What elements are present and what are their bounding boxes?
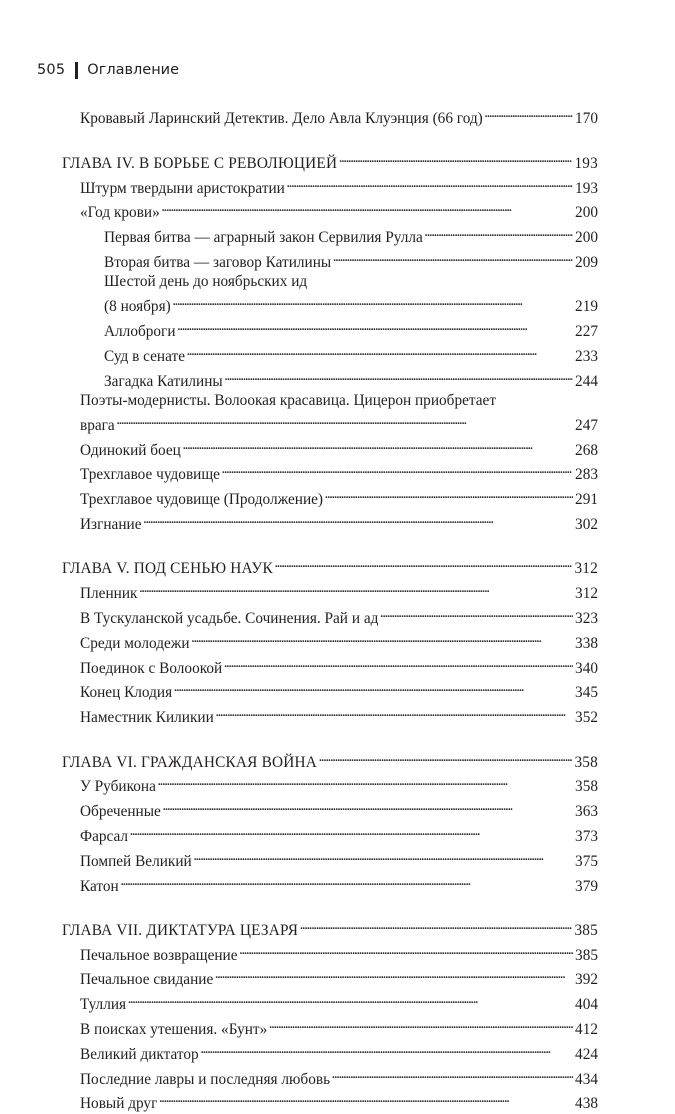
toc-entry-title: Трехглавое чудовище (Продолжение) bbox=[80, 491, 324, 509]
toc-entry-page: 379 bbox=[575, 877, 598, 895]
toc-entry[interactable] bbox=[62, 772, 598, 797]
dot-leader bbox=[216, 703, 573, 722]
toc-entry[interactable] bbox=[62, 460, 598, 485]
toc-entry-title: Туллия bbox=[80, 996, 127, 1014]
chapter-heading[interactable] bbox=[62, 148, 598, 173]
toc-entry-title: Великий диктатор bbox=[80, 1045, 199, 1063]
toc-entry-title: Пленник bbox=[80, 585, 138, 603]
dot-leader bbox=[332, 1064, 573, 1083]
toc-entry-title: Наместник Киликии bbox=[80, 709, 214, 727]
toc-entry-page: 170 bbox=[575, 110, 598, 128]
dot-leader bbox=[162, 198, 573, 217]
toc-entry-title: Последние лавры и последняя любовь bbox=[80, 1070, 331, 1088]
chapter-block bbox=[62, 747, 598, 896]
toc-entry[interactable] bbox=[62, 435, 598, 460]
chapter-block bbox=[62, 916, 598, 1114]
toc-entry[interactable] bbox=[62, 1039, 598, 1064]
toc-entry-page: 434 bbox=[575, 1070, 598, 1088]
toc-entry-page: 385 bbox=[575, 946, 598, 964]
toc-entry[interactable] bbox=[62, 678, 598, 703]
toc-entry[interactable] bbox=[62, 173, 598, 198]
toc-entry[interactable] bbox=[62, 846, 598, 871]
toc-entry-page: 392 bbox=[575, 971, 598, 989]
toc-entry-page: 200 bbox=[575, 229, 598, 247]
toc-entry-title: Кровавый Ларинский Детектив. Дело Авла Клуэнция (66 год) bbox=[80, 110, 483, 128]
toc-entry[interactable] bbox=[62, 1064, 598, 1089]
dot-leader bbox=[192, 628, 574, 647]
toc-entry-page: 373 bbox=[575, 827, 598, 845]
toc-entry-page: 358 bbox=[575, 778, 598, 796]
toc-entry[interactable] bbox=[62, 317, 598, 342]
toc-entry-title: врага bbox=[80, 416, 115, 434]
toc-entry-title-line1: Шестой день до ноябрьских ид bbox=[104, 273, 308, 291]
toc-entry-title: Первая битва — аграрный закон Сервилия Рулла bbox=[104, 229, 423, 247]
toc-entry-page: 268 bbox=[575, 441, 598, 459]
toc-entry[interactable] bbox=[62, 104, 598, 129]
toc-entry[interactable] bbox=[62, 628, 598, 653]
dot-leader bbox=[163, 797, 573, 816]
toc-entry[interactable] bbox=[62, 292, 598, 317]
header-divider bbox=[75, 62, 78, 79]
toc-entry-title: Штурм твердыни аристократии bbox=[80, 179, 285, 197]
toc-entry-title: «Год крови» bbox=[80, 204, 160, 222]
toc-entry-title: Вторая битва — заговор Катилины bbox=[104, 253, 332, 271]
toc-entry-title: Трехглавое чудовище bbox=[80, 466, 220, 484]
toc-entry-page: 340 bbox=[575, 659, 598, 677]
toc-entry-title: Одинокий боец bbox=[80, 441, 181, 459]
toc-entry[interactable] bbox=[62, 510, 598, 535]
dot-leader bbox=[183, 435, 573, 454]
toc-entry-page: 209 bbox=[575, 253, 598, 271]
chapter-heading-page: 312 bbox=[574, 560, 598, 578]
dot-leader bbox=[380, 604, 573, 623]
toc-entry-page: 404 bbox=[575, 996, 598, 1014]
toc-entry[interactable] bbox=[62, 703, 598, 728]
toc-entry-title: Загадка Катилины bbox=[104, 372, 223, 390]
toc-entry-title: Помпей Великий bbox=[80, 852, 192, 870]
dot-leader bbox=[187, 341, 573, 360]
toc-entry-title: В Тускуланской усадьбе. Сочинения. Рай и ад bbox=[80, 609, 379, 627]
dot-leader bbox=[201, 1039, 573, 1058]
dot-leader bbox=[339, 148, 572, 167]
chapter-heading-title: ГЛАВА V. ПОД СЕНЬЮ НАУК bbox=[62, 560, 273, 578]
toc-entry-page: 193 bbox=[575, 179, 598, 197]
toc-entry-page: 283 bbox=[575, 466, 598, 484]
dot-leader bbox=[173, 292, 573, 311]
running-header bbox=[37, 58, 179, 82]
dot-leader bbox=[222, 460, 573, 479]
toc-entry-title: Новый друг bbox=[80, 1095, 158, 1113]
page-number: 505 bbox=[37, 62, 66, 78]
toc-entry[interactable] bbox=[62, 965, 598, 990]
toc-entry-title: Печальное свидание bbox=[80, 971, 214, 989]
dot-leader bbox=[194, 846, 573, 865]
chapter-list bbox=[62, 148, 598, 1113]
toc-entry-page: 338 bbox=[575, 634, 598, 652]
dot-leader bbox=[159, 1089, 573, 1108]
chapter-heading-title: ГЛАВА VI. ГРАЖДАНСКАЯ ВОЙНА bbox=[62, 753, 317, 771]
toc-entry-title: У Рубикона bbox=[80, 778, 156, 796]
dot-leader bbox=[224, 653, 573, 672]
toc-entry-title: (8 ноября) bbox=[104, 298, 171, 316]
toc-entry[interactable] bbox=[62, 248, 598, 273]
toc-entry[interactable] bbox=[62, 822, 598, 847]
toc-entry[interactable] bbox=[62, 485, 598, 510]
toc-entry-title: Аллоброги bbox=[104, 322, 176, 340]
dot-leader bbox=[139, 579, 573, 598]
toc-entry-page: 363 bbox=[575, 803, 598, 821]
toc-entry-page: 438 bbox=[575, 1095, 598, 1113]
dot-leader bbox=[275, 554, 573, 573]
chapter-heading-page: 385 bbox=[574, 921, 598, 939]
dot-leader bbox=[178, 317, 574, 336]
dot-leader bbox=[117, 410, 573, 429]
dot-leader bbox=[144, 510, 574, 529]
toc-entry-title: В поисках утешения. «Бунт» bbox=[80, 1021, 268, 1039]
dot-leader bbox=[485, 104, 573, 123]
toc-entry[interactable] bbox=[62, 990, 598, 1015]
dot-leader bbox=[333, 248, 573, 267]
chapter-heading[interactable] bbox=[62, 554, 598, 579]
toc-entry-title: Изгнание bbox=[80, 515, 142, 533]
toc-entry-title: Катон bbox=[80, 877, 119, 895]
dot-leader bbox=[225, 366, 573, 385]
toc-entry-page: 200 bbox=[575, 204, 598, 222]
dot-leader bbox=[425, 223, 573, 242]
dot-leader bbox=[300, 916, 572, 935]
dot-leader bbox=[240, 940, 574, 959]
toc-entry[interactable] bbox=[62, 940, 598, 965]
toc-entry-title: Фарсал bbox=[80, 827, 129, 845]
table-of-contents bbox=[62, 104, 598, 1114]
toc-entry[interactable] bbox=[62, 797, 598, 822]
toc-entry-page: 352 bbox=[575, 709, 598, 727]
chapter-heading-title: ГЛАВА VII. ДИКТАТУРА ЦЕЗАРЯ bbox=[62, 921, 299, 939]
dot-leader bbox=[325, 485, 573, 504]
chapter-block bbox=[62, 554, 598, 728]
toc-entry-page: 291 bbox=[575, 491, 598, 509]
toc-entry-page: 424 bbox=[575, 1045, 598, 1063]
dot-leader bbox=[174, 678, 573, 697]
section-title: Оглавление bbox=[87, 62, 180, 78]
toc-entry[interactable] bbox=[62, 1015, 598, 1040]
toc-entry-page: 233 bbox=[575, 347, 598, 365]
dot-leader bbox=[319, 747, 572, 766]
toc-entry-page: 219 bbox=[575, 298, 598, 316]
toc-entry[interactable] bbox=[62, 366, 598, 391]
chapter-heading[interactable] bbox=[62, 916, 598, 941]
toc-entry-title-line1: Поэты-модернисты. Волоокая красавица. Цицерон приобретает bbox=[80, 391, 497, 409]
chapter-block bbox=[62, 148, 598, 534]
dot-leader bbox=[269, 1015, 573, 1034]
dot-leader bbox=[215, 965, 573, 984]
toc-entry-page: 312 bbox=[575, 585, 598, 603]
dot-leader bbox=[121, 871, 573, 890]
dot-leader bbox=[130, 822, 573, 841]
toc-entry-title: Конец Клодия bbox=[80, 684, 173, 702]
toc-entry-page: 323 bbox=[575, 609, 598, 627]
toc-entry[interactable] bbox=[62, 410, 598, 435]
toc-entry-page: 227 bbox=[575, 322, 598, 340]
toc-entry[interactable] bbox=[62, 1089, 598, 1114]
chapter-heading[interactable] bbox=[62, 747, 598, 772]
chapter-heading-title: ГЛАВА IV. В БОРЬБЕ С РЕВОЛЮЦИЕЙ bbox=[62, 154, 338, 172]
toc-entry-title: Среди молодежи bbox=[80, 634, 190, 652]
toc-entry-page: 247 bbox=[575, 416, 598, 434]
toc-entry[interactable] bbox=[62, 871, 598, 896]
toc-entry-title: Поединок с Волоокой bbox=[80, 659, 223, 677]
toc-entry-title: Суд в сенате bbox=[104, 347, 185, 365]
toc-entry-page: 244 bbox=[575, 372, 598, 390]
toc-entry[interactable] bbox=[62, 198, 598, 223]
toc-entry-title: Печальное возвращение bbox=[80, 946, 238, 964]
dot-leader bbox=[287, 173, 573, 192]
chapter-heading-page: 358 bbox=[574, 753, 598, 771]
toc-entry-page: 302 bbox=[575, 515, 598, 533]
toc-entry[interactable] bbox=[62, 653, 598, 678]
toc-entry[interactable] bbox=[62, 341, 598, 366]
dot-leader bbox=[158, 772, 573, 791]
toc-entry-page: 345 bbox=[575, 684, 598, 702]
toc-entry-page: 375 bbox=[575, 852, 598, 870]
toc-entry-title: Обреченные bbox=[80, 803, 161, 821]
toc-entry[interactable] bbox=[62, 223, 598, 248]
chapter-heading-page: 193 bbox=[574, 154, 598, 172]
toc-entry[interactable] bbox=[62, 579, 598, 604]
toc-entry-page: 412 bbox=[575, 1021, 598, 1039]
toc-entry[interactable] bbox=[62, 604, 598, 629]
